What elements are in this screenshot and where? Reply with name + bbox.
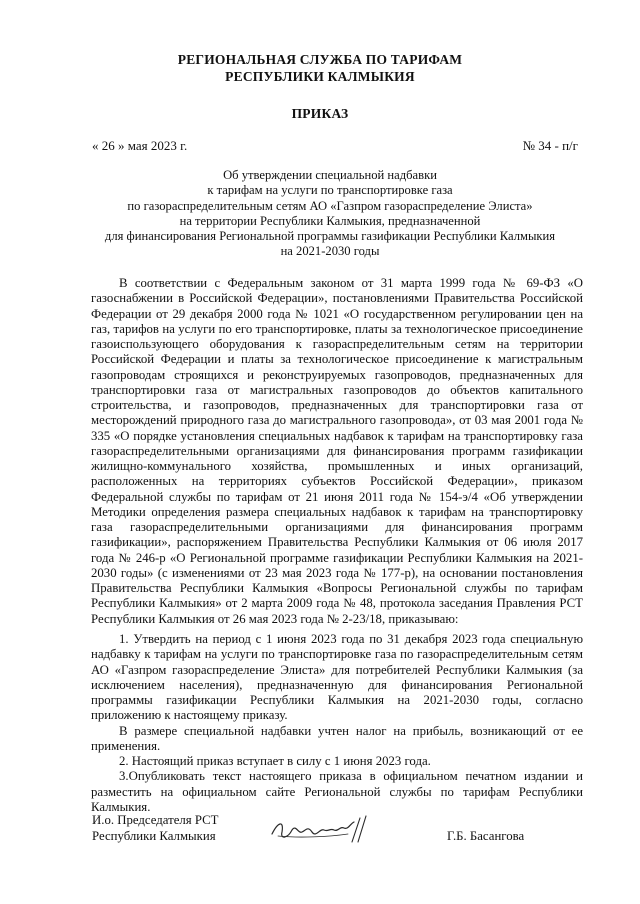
order-item-1-note: В размере специальной надбавки учтен налог на прибыль, возникающий от ее применения.	[91, 723, 583, 753]
preamble-paragraph: В соответствии с Федеральным законом от 31 марта 1999 года № 69-ФЗ «О газоснабжении в Российской Федерации», постановлениями Правительства Российской Федерации от 29 декабря 2000 года № 1021 «О государственном регулировании цен на газ, тарифов на услуги по его транспортировке, платы за технологическое присоединение газоиспользующего оборудования к газораспределительным сетям на территории Российской Федерации и платы за технологическое присоединение к магистральным газопроводам строящихся и реконструируемых газопроводов, предназначенных для транспортировки газа от магистральных газопроводов до объектов капитального строительства, и газопроводов, предназначенных для транспортировки газа от месторождений природного газа до магистрального газопровода», от 03 мая 2001 года № 335 «О порядке установления специальных надбавок к тарифам на транспортировку газа газораспределительными организациями для финансирования программ газификации жилищно-коммунального хозяйства, промышленных и иных организаций, расположенных на территориях субъектов Российской Федерации», приказом Федеральной службы по тарифам от 21 июня 2011 года № 154-э/4 «Об утверждении Методики определения размера специальных надбавок к тарифам на транспортировку газа газораспределительными организациями для финансирования программ газификации», распоряжением Правительства Республики Калмыкия от 06 июля 2017 года № 246-р «О Региональной программе газификации Республики Калмыкия на 2021-2030 годы» (с изменениями от 23 мая 2023 года № 177-р), на основании постановления Правительства Республики Калмыкия «Вопросы Региональной службы по тарифам Республики Калмыкия» от 2 марта 2009 года № 48, протокола заседания Правления РСТ Республики Калмыкия от 26 мая 2023 года № 2-23/18, приказываю:	[91, 276, 583, 626]
order-item-3: 3.Опубликовать текст настоящего приказа в официальном печатном издании и разместить на официальном сайте Региональной службы по тарифам Республики Калмыкия.	[91, 769, 583, 814]
org-name-line1: РЕГИОНАЛЬНАЯ СЛУЖБА ПО ТАРИФАМ	[177, 52, 463, 67]
signatory-position-line1: И.о. Председателя РСТ	[92, 813, 219, 827]
signatory-name: Г.Б. Басангова	[447, 829, 525, 843]
subject-line: для финансирования Региональной программы газификации Республики Калмыкия	[104, 229, 556, 244]
document-type-title: ПРИКАЗ	[291, 106, 349, 121]
handwritten-signature	[268, 812, 378, 846]
signatory-position	[92, 812, 218, 844]
order-number: № 34 - п/г	[522, 138, 578, 153]
subject-line: к тарифам на услуги по транспортировке газа	[207, 183, 453, 198]
order-items	[91, 632, 583, 815]
order-subject	[90, 168, 570, 260]
order-date: « 26 » мая 2023 г.	[92, 138, 188, 153]
signatory-position-line2: Республики Калмыкия	[92, 829, 216, 843]
order-item-1: 1. Утвердить на период с 1 июня 2023 года по 31 декабря 2023 года специальную надбавку к тарифам на услуги по транспортировке газа по газораспределительным сетям АО «Газпром газораспределение Элиста» для потребителей Республики Калмыкия (за исключением населения), предназначенную для финансирования Региональной программы газификации Республики Калмыкия на 2021-2030 годы, согласно приложению к настоящему приказу.	[91, 632, 583, 723]
order-item-2: 2. Настоящий приказ вступает в силу с 1 июня 2023 года.	[119, 754, 431, 768]
subject-line: Об утверждении специальной надбавки	[223, 168, 437, 182]
subject-line: по газораспределительным сетям АО «Газпром газораспределение Элиста»	[127, 198, 533, 213]
org-name-line2: РЕСПУБЛИКИ КАЛМЫКИЯ	[225, 69, 415, 84]
subject-line: на территории Республики Калмыкия, предназначенной	[179, 213, 481, 228]
subject-line: на 2021-2030 годы	[280, 244, 380, 259]
